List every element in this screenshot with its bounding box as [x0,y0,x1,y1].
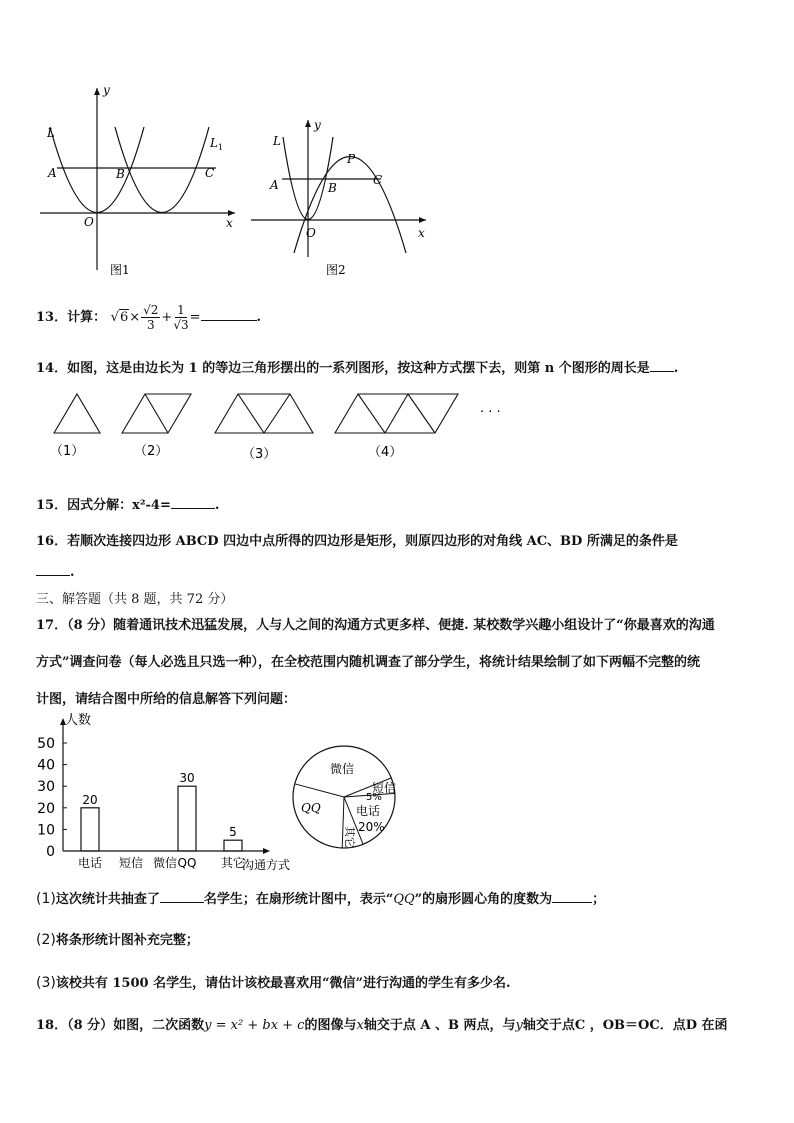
fig1-label-c: C [205,166,215,180]
fig1-caption: 图1 [110,263,130,277]
q14-text: 14．如图，这是由边长为 1 的等边三角形摆出的一系列图形，按这种方式摆下去，则第 n 个图形的周长是 [36,361,650,376]
question-17-line2: 方式”调查问卷（每人必选且只选一种），在全校范围内随机调查了部分学生，将统计结果绘制了如下两幅不完整的统 [36,655,700,670]
q16-answer-blank[interactable] [36,563,70,576]
pie-label-qq: QQ [301,801,321,815]
q18-x-var: x [356,1018,364,1033]
y-tick-label: 0 [46,844,55,860]
q14-fig-label-1: （1） [50,444,85,459]
pie-value-dianhua: 20% [358,820,385,834]
fig2-label-c: C [373,173,383,187]
q18-text-b: 的图像与 [304,1018,357,1033]
q17-sub1-blank-1[interactable] [160,890,204,903]
figure-1 [30,80,245,280]
pie-label-weixin: 微信 [330,762,355,776]
q17-sub1-text-a: 这次统计共抽查了 [55,892,160,907]
x-tick-label: 电话 [77,856,103,870]
q13-fraction-1: $\frac{√2}{3}$ [143,303,159,332]
y-tick-label: 10 [37,822,55,839]
q17-sub1-text-c: ”的扇形圆心角的度数为 [414,892,553,907]
y-axis-label: 人数 [65,713,92,728]
fig2-label-p: P [347,152,356,166]
q13-equals: = [189,310,201,325]
bar-data-label: 20 [82,792,98,807]
pie-label-qita: 其它 [343,826,356,848]
q17-sub2 [36,929,199,948]
q18-text-a: 18．（8 分）如图，二次函数 [36,1018,205,1033]
q18-y-var: y [515,1018,523,1033]
q17-sub1-qq: QQ [393,892,415,907]
q14-answer-blank[interactable] [650,359,674,372]
pie-value-duanxin: 5% [366,792,382,803]
fig2-label-y: y [314,118,321,132]
q14-end: . [673,361,679,376]
q14-fig-label-2: （2） [134,444,169,459]
pie-label-duanxin: 短信 [372,781,397,795]
question-16-line2 [36,563,75,580]
y-tick-label: 40 [37,757,55,774]
fig2-label-l: L [273,134,281,148]
q13-end: . [256,310,262,325]
q18-text-d: 轴交于点C ，OB＝OC．点D 在函 [522,1018,728,1033]
q17-sub1-text-b: 名学生；在扇形统计图中，表示“ [203,892,394,907]
pie-chart [290,740,420,865]
question-17-line1: 17．（8 分）随着通讯技术迅猛发展，人与人之间的沟通方式更多样、便捷. 某校数学兴趣小组设计了“你最喜欢的沟通 [36,618,715,633]
fig1-label-y: y [103,83,110,97]
section-3-heading: 三、解答题（共 8 题，共 72 分） [36,592,234,607]
q13-sqrt6: √6 [110,310,129,325]
q16-end: . [70,565,75,580]
fig2-label-o: O [306,226,316,240]
y-tick-label: 30 [37,779,55,796]
bar-data-label: 30 [179,771,195,786]
q14-fig-label-3: （3） [242,447,277,462]
pie-label-dianhua: 电话 [356,804,381,818]
q15-end: . [214,498,220,513]
fig1-label-l1: $L_1$ [210,136,224,152]
q15-answer-blank[interactable] [171,496,215,509]
q17-sub3 [36,972,511,991]
fig1-label-o: O [84,215,94,229]
question-15 [36,494,219,513]
q13-fraction-2: $\frac{1}{√3}$ [173,303,189,332]
q17-sub1-blank-2[interactable] [552,890,592,903]
q17-sub1 [36,888,605,907]
bar [224,840,242,851]
q17-sub3-marker: (3) [36,975,56,991]
q14-triangle-figures [40,385,520,465]
fig1-label-a: A [48,166,57,180]
question-18 [36,1014,728,1033]
question-13 [36,303,261,332]
fig2-label-b: B [328,181,337,195]
question-14 [36,357,678,376]
q13-answer-blank[interactable] [201,308,257,321]
bar-chart [28,710,303,875]
q17-sub1-text-d: ； [592,892,606,907]
fig2-label-a: A [270,178,279,192]
q15-text: 15．因式分解：x²-4= [36,498,171,513]
y-tick-label: 50 [37,736,55,752]
y-tick-label: 20 [37,800,55,817]
q13-times: × [129,310,141,325]
q17-sub3-text: 该校共有 1500 名学生，请估计该校最喜欢用“微信”进行沟通的学生有多少名. [55,976,511,991]
q16-text: 16．若顺次连接四边形 ABCD 四边中点所得的四边形是矩形，则原四边形的对角线 AC、BD 所满足的条件是 [36,534,678,549]
question-17-line3: 计图，请结合图中所给的信息解答下列问题： [36,692,297,707]
q13-plus: + [161,310,173,325]
bar [178,786,196,851]
fig2-caption: 图2 [326,263,346,277]
x-tick-label: 微信 [152,856,178,870]
q17-sub2-marker: (2) [36,932,56,948]
x-tick-label: 短信 [118,856,144,870]
q17-sub1-marker: (1) [36,891,56,907]
x-axis-arrow [263,848,270,854]
q14-ellipsis: · · · [480,405,501,420]
x-tick-label: QQ [177,856,197,870]
q18-text-c: 轴交于点 A 、B 两点，与 [363,1018,516,1033]
fig2-label-x: x [418,226,425,240]
q14-fig-label-4: （4） [368,445,403,460]
q17-sub2-text: 将条形统计图补充完整； [55,933,199,948]
fig1-label-x: x [226,216,233,230]
figure-2 [248,112,438,280]
question-16 [36,530,678,549]
x-axis-label: 沟通方式 [242,858,291,872]
q18-formula: y = x² + bx + c [204,1018,305,1033]
fig1-label-b: B [116,167,125,181]
pie-slice-edge [295,784,344,797]
bar-data-label: 5 [229,825,237,840]
fig1-label-l: L [47,126,55,140]
x-tick-label: 其它 [220,856,246,870]
q13-number: 13． [36,310,68,325]
q13-prefix: 计算： [67,310,107,325]
bar [81,808,99,851]
